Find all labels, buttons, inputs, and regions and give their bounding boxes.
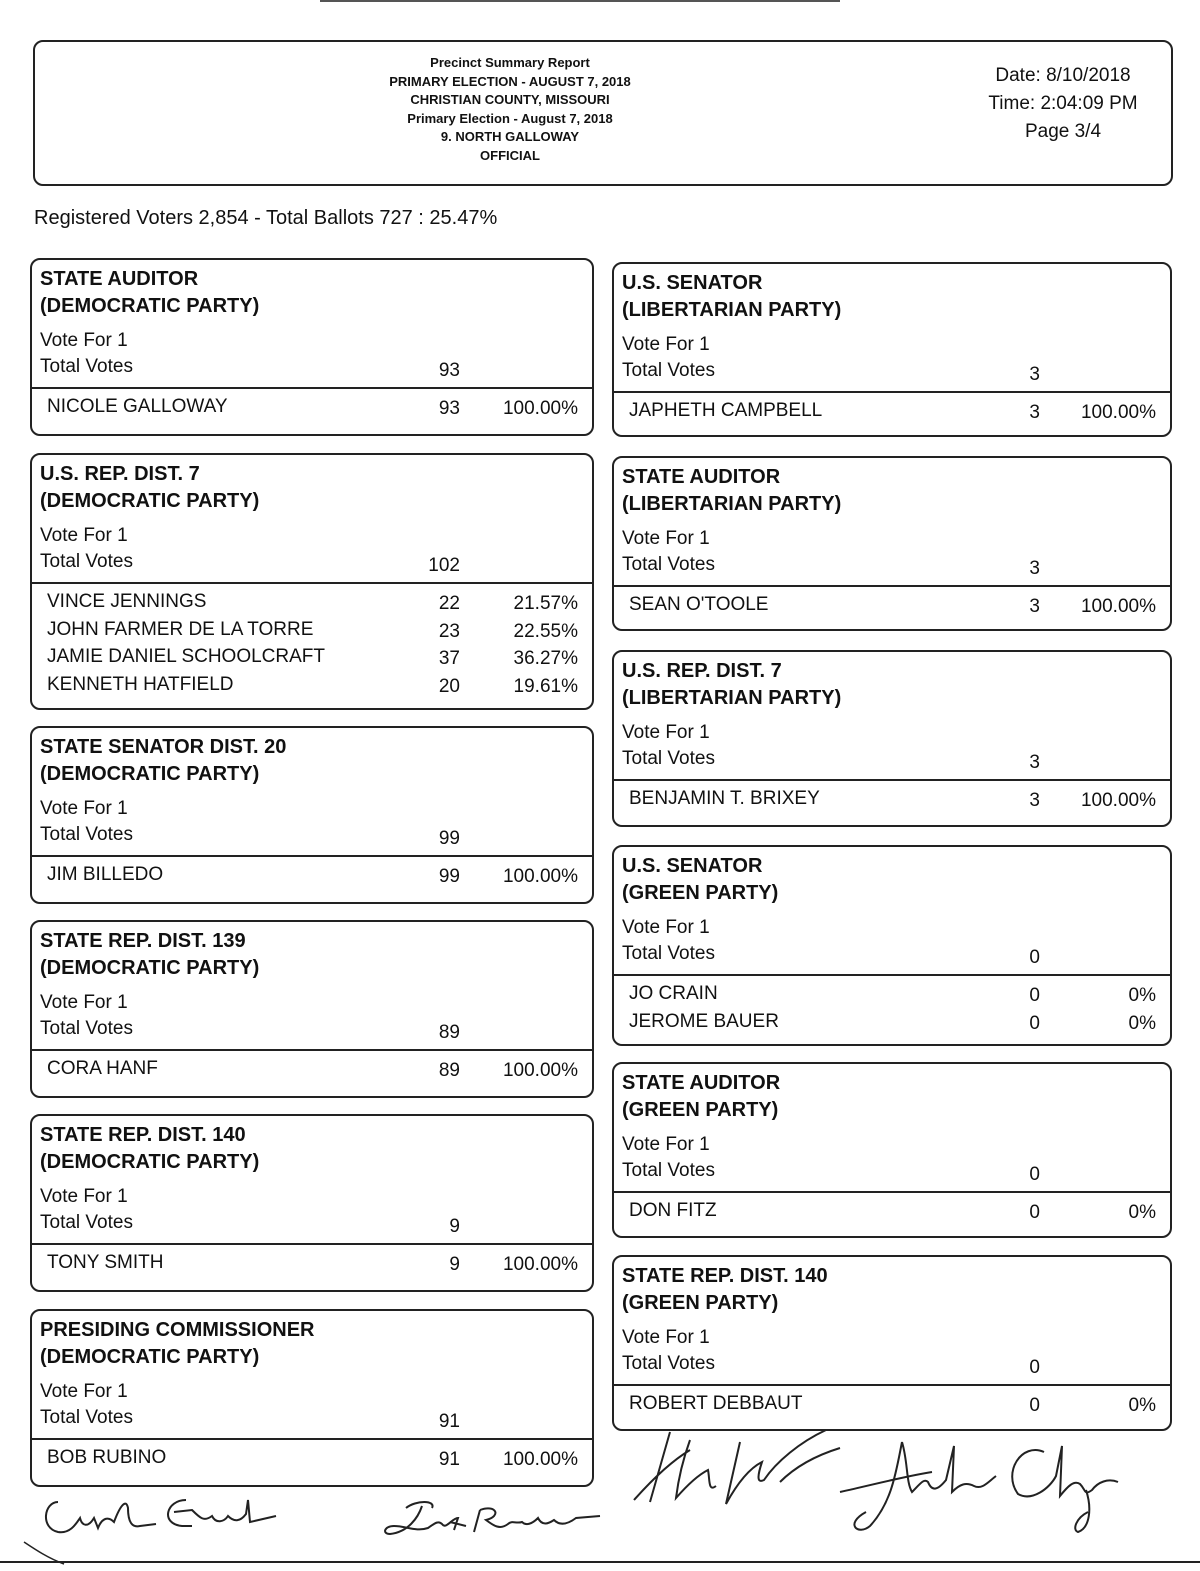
candidate-percent: 100.00%: [1080, 402, 1156, 423]
candidate-row: [614, 398, 1170, 426]
candidate-percent: 0%: [1128, 1202, 1156, 1223]
candidate-row: [614, 981, 1170, 1009]
candidate-list: [32, 589, 592, 699]
race-party: (GREEN PARTY): [622, 882, 779, 904]
race-state-rep-dist-140-green-party: [612, 1255, 1172, 1431]
candidate-percent: 0%: [1128, 1395, 1156, 1416]
candidate-name: JAPHETH CAMPBELL: [629, 400, 823, 421]
race-office: STATE AUDITOR: [622, 466, 781, 488]
official-label: OFFICIAL: [480, 147, 540, 163]
candidate-votes: 3: [1029, 402, 1040, 423]
candidate-list: [614, 1198, 1170, 1226]
vote-for-label: Vote For 1: [622, 1134, 710, 1155]
candidate-votes: 23: [438, 620, 460, 642]
candidate-votes: 0: [1029, 1395, 1040, 1416]
candidate-name: JOHN FARMER DE LA TORRE: [47, 618, 314, 640]
turnout-summary: Registered Voters 2,854 - Total Ballots 727 : 25.47%: [34, 207, 498, 229]
race-party: (DEMOCRATIC PARTY): [40, 1346, 260, 1368]
total-votes-value: 3: [1029, 752, 1040, 773]
candidate-percent: 100.00%: [502, 1449, 578, 1470]
candidate-percent: 0%: [1128, 985, 1156, 1006]
total-votes-value: 0: [1029, 1164, 1040, 1185]
total-votes-label: Total Votes: [622, 748, 715, 769]
candidate-name: BENJAMIN T. BRIXEY: [629, 788, 820, 809]
candidate-percent: 19.61%: [513, 675, 578, 697]
candidate-votes: 20: [438, 675, 460, 697]
candidate-row: [32, 589, 592, 617]
county-name: CHRISTIAN COUNTY, MISSOURI: [410, 92, 610, 107]
candidate-name: CORA HANF: [47, 1058, 158, 1079]
race-party: (LIBERTARIAN PARTY): [622, 299, 842, 321]
candidate-percent: 36.27%: [513, 648, 578, 669]
candidate-name: BOB RUBINO: [47, 1447, 167, 1468]
race-party: (GREEN PARTY): [622, 1292, 779, 1314]
total-votes-label: Total Votes: [622, 360, 715, 381]
race-party: (DEMOCRATIC PARTY): [40, 957, 260, 979]
candidate-name: ROBERT DEBBAUT: [629, 1393, 803, 1414]
report-meta: [963, 62, 1163, 146]
total-votes-value: 99: [438, 828, 460, 849]
vote-for-label: Vote For 1: [622, 722, 710, 743]
race-title: [40, 734, 286, 788]
candidate-name: NICOLE GALLOWAY: [47, 396, 228, 417]
race-title: [622, 270, 841, 324]
precinct-name: 9. NORTH GALLOWAY: [440, 129, 580, 144]
candidate-percent: 100.00%: [1080, 596, 1156, 617]
report-header: [33, 40, 1173, 186]
bottom-scan-rule: [0, 1561, 1200, 1563]
race-state-rep-dist-140-democratic-party: [30, 1114, 594, 1292]
race-title: [622, 1263, 828, 1317]
candidate-percent: 0%: [1128, 1012, 1156, 1034]
candidate-name: VINCE JENNINGS: [47, 591, 207, 612]
race-party: (GREEN PARTY): [622, 1099, 779, 1121]
candidate-row: [32, 1250, 592, 1278]
race-title: [622, 464, 841, 518]
total-votes-label: Total Votes: [40, 1018, 133, 1039]
race-state-senator-dist-20-democratic-party: [30, 726, 594, 904]
race-state-auditor-libertarian-party: [612, 456, 1172, 631]
race-office: U.S. SENATOR: [622, 855, 763, 877]
race-title: [40, 1317, 314, 1371]
page-number: Page 3/4: [1024, 121, 1102, 142]
total-votes-label: Total Votes: [40, 1407, 133, 1428]
candidate-list: [32, 1056, 592, 1084]
top-scan-rule: [320, 0, 840, 2]
vote-for-label: Vote For 1: [622, 334, 710, 355]
race-party: (DEMOCRATIC PARTY): [40, 763, 260, 785]
candidate-list: [32, 394, 592, 422]
candidate-row: [32, 862, 592, 890]
candidate-name: TONY SMITH: [47, 1252, 164, 1273]
candidate-percent: 100.00%: [502, 1060, 578, 1081]
vote-for-label: Vote For 1: [40, 1186, 128, 1207]
signature-4: [836, 1432, 1126, 1542]
candidate-votes: 3: [1029, 790, 1040, 811]
race-party: (DEMOCRATIC PARTY): [40, 295, 260, 317]
race-u-s-senator-libertarian-party: [612, 262, 1172, 437]
race-divider: [32, 387, 592, 389]
race-office: STATE REP. DIST. 140: [40, 1124, 246, 1146]
race-title: [622, 853, 778, 907]
total-votes-value: 3: [1029, 558, 1040, 579]
candidate-list: [614, 398, 1170, 426]
candidate-list: [614, 786, 1170, 814]
candidate-name: JO CRAIN: [629, 983, 718, 1004]
vote-for-label: Vote For 1: [622, 528, 710, 549]
election-subtitle: Primary Election - August 7, 2018: [407, 110, 613, 126]
candidate-votes: 0: [1029, 1012, 1040, 1034]
race-divider: [32, 1438, 592, 1440]
total-votes-label: Total Votes: [622, 1353, 715, 1374]
total-votes-value: 89: [438, 1022, 460, 1043]
race-divider: [614, 1191, 1170, 1193]
report-date: Date: 8/10/2018: [995, 65, 1131, 86]
candidate-votes: 9: [449, 1254, 460, 1275]
candidate-percent: 100.00%: [502, 866, 578, 887]
race-presiding-commissioner-democratic-party: [30, 1309, 594, 1487]
race-office: U.S. SENATOR: [622, 272, 763, 294]
candidate-name: JAMIE DANIEL SCHOOLCRAFT: [47, 646, 326, 667]
vote-for-label: Vote For 1: [40, 525, 128, 546]
race-state-auditor-democratic-party: [30, 258, 594, 436]
race-party: (LIBERTARIAN PARTY): [622, 493, 842, 515]
report-time: Time: 2:04:09 PM: [988, 93, 1138, 114]
race-divider: [32, 855, 592, 857]
candidate-name: DON FITZ: [629, 1200, 717, 1221]
race-office: STATE REP. DIST. 140: [622, 1265, 828, 1287]
total-votes-value: 3: [1029, 364, 1040, 385]
candidate-row: [32, 617, 592, 645]
signature-3: [630, 1422, 850, 1522]
total-votes-label: Total Votes: [40, 551, 133, 572]
candidate-votes: 22: [438, 593, 460, 614]
race-divider: [32, 582, 592, 584]
candidate-list: [32, 862, 592, 890]
candidate-votes: 91: [438, 1449, 460, 1470]
vote-for-label: Vote For 1: [40, 1381, 128, 1402]
total-votes-value: 102: [428, 555, 460, 576]
race-office: STATE AUDITOR: [622, 1072, 781, 1094]
candidate-votes: 93: [438, 398, 460, 419]
candidate-list: [32, 1445, 592, 1473]
candidate-list: [614, 981, 1170, 1036]
race-u-s-rep-dist-7-libertarian-party: [612, 650, 1172, 827]
candidate-percent: 100.00%: [502, 1254, 578, 1275]
race-office: PRESIDING COMMISSIONER: [40, 1319, 315, 1341]
report-title: Precinct Summary Report: [430, 55, 590, 70]
vote-for-label: Vote For 1: [40, 330, 128, 351]
candidate-votes: 99: [438, 866, 460, 887]
race-divider: [614, 1384, 1170, 1386]
candidate-name: JEROME BAUER: [629, 1010, 779, 1032]
candidate-row: [32, 644, 592, 672]
candidate-votes: 3: [1029, 596, 1040, 617]
race-state-rep-dist-139-democratic-party: [30, 920, 594, 1098]
election-name: PRIMARY ELECTION - AUGUST 7, 2018: [389, 73, 631, 89]
candidate-row: [614, 1391, 1170, 1419]
candidate-votes: 89: [438, 1060, 460, 1081]
signature-2: [376, 1494, 606, 1544]
total-votes-value: 0: [1029, 1357, 1040, 1378]
candidate-row: [32, 672, 592, 700]
race-title: [622, 1070, 780, 1124]
race-party: (LIBERTARIAN PARTY): [622, 687, 842, 709]
race-office: U.S. REP. DIST. 7: [40, 463, 200, 485]
total-votes-value: 93: [438, 360, 460, 381]
race-divider: [614, 585, 1170, 587]
race-title: [40, 1122, 259, 1176]
total-votes-label: Total Votes: [40, 356, 133, 377]
candidate-votes: 37: [438, 648, 460, 669]
candidate-row: [32, 394, 592, 422]
race-divider: [32, 1049, 592, 1051]
race-office: STATE SENATOR DIST. 20: [40, 736, 287, 758]
candidate-percent: 100.00%: [502, 398, 578, 419]
candidate-row: [614, 1009, 1170, 1037]
vote-for-label: Vote For 1: [622, 917, 710, 938]
candidate-list: [614, 592, 1170, 620]
race-title: [40, 266, 259, 320]
race-title: [40, 461, 259, 515]
race-divider: [614, 974, 1170, 976]
candidate-row: [614, 1198, 1170, 1226]
candidate-row: [614, 592, 1170, 620]
vote-for-label: Vote For 1: [622, 1327, 710, 1348]
race-office: U.S. REP. DIST. 7: [622, 660, 782, 682]
candidate-list: [614, 1391, 1170, 1419]
total-votes-value: 91: [438, 1411, 460, 1432]
candidate-list: [32, 1250, 592, 1278]
corner-mark: [20, 1538, 80, 1568]
candidate-percent: 22.55%: [513, 620, 578, 642]
candidate-votes: 0: [1029, 1202, 1040, 1223]
race-party: (DEMOCRATIC PARTY): [40, 490, 260, 512]
total-votes-value: 9: [449, 1216, 460, 1237]
race-title: [40, 928, 259, 982]
total-votes-label: Total Votes: [622, 554, 715, 575]
total-votes-value: 0: [1029, 947, 1040, 968]
race-u-s-senator-green-party: [612, 845, 1172, 1046]
race-office: STATE REP. DIST. 139: [40, 930, 246, 952]
candidate-votes: 0: [1029, 985, 1040, 1006]
race-title: [622, 658, 841, 712]
vote-for-label: Vote For 1: [40, 798, 128, 819]
race-divider: [32, 1243, 592, 1245]
candidate-row: [32, 1056, 592, 1084]
race-office: STATE AUDITOR: [40, 268, 199, 290]
candidate-name: SEAN O'TOOLE: [629, 594, 769, 615]
total-votes-label: Total Votes: [40, 1212, 133, 1233]
race-party: (DEMOCRATIC PARTY): [40, 1151, 260, 1173]
candidate-name: KENNETH HATFIELD: [47, 673, 234, 695]
total-votes-label: Total Votes: [40, 824, 133, 845]
candidate-row: [614, 786, 1170, 814]
race-state-auditor-green-party: [612, 1062, 1172, 1238]
vote-for-label: Vote For 1: [40, 992, 128, 1013]
candidate-row: [32, 1445, 592, 1473]
candidate-name: JIM BILLEDO: [47, 864, 164, 885]
race-divider: [614, 779, 1170, 781]
race-u-s-rep-dist-7-democratic-party: [30, 453, 594, 710]
candidate-percent: 21.57%: [513, 593, 578, 614]
report-title-block: [305, 54, 715, 165]
race-divider: [614, 391, 1170, 393]
total-votes-label: Total Votes: [622, 943, 715, 964]
candidate-percent: 100.00%: [1080, 790, 1156, 811]
total-votes-label: Total Votes: [622, 1160, 715, 1181]
